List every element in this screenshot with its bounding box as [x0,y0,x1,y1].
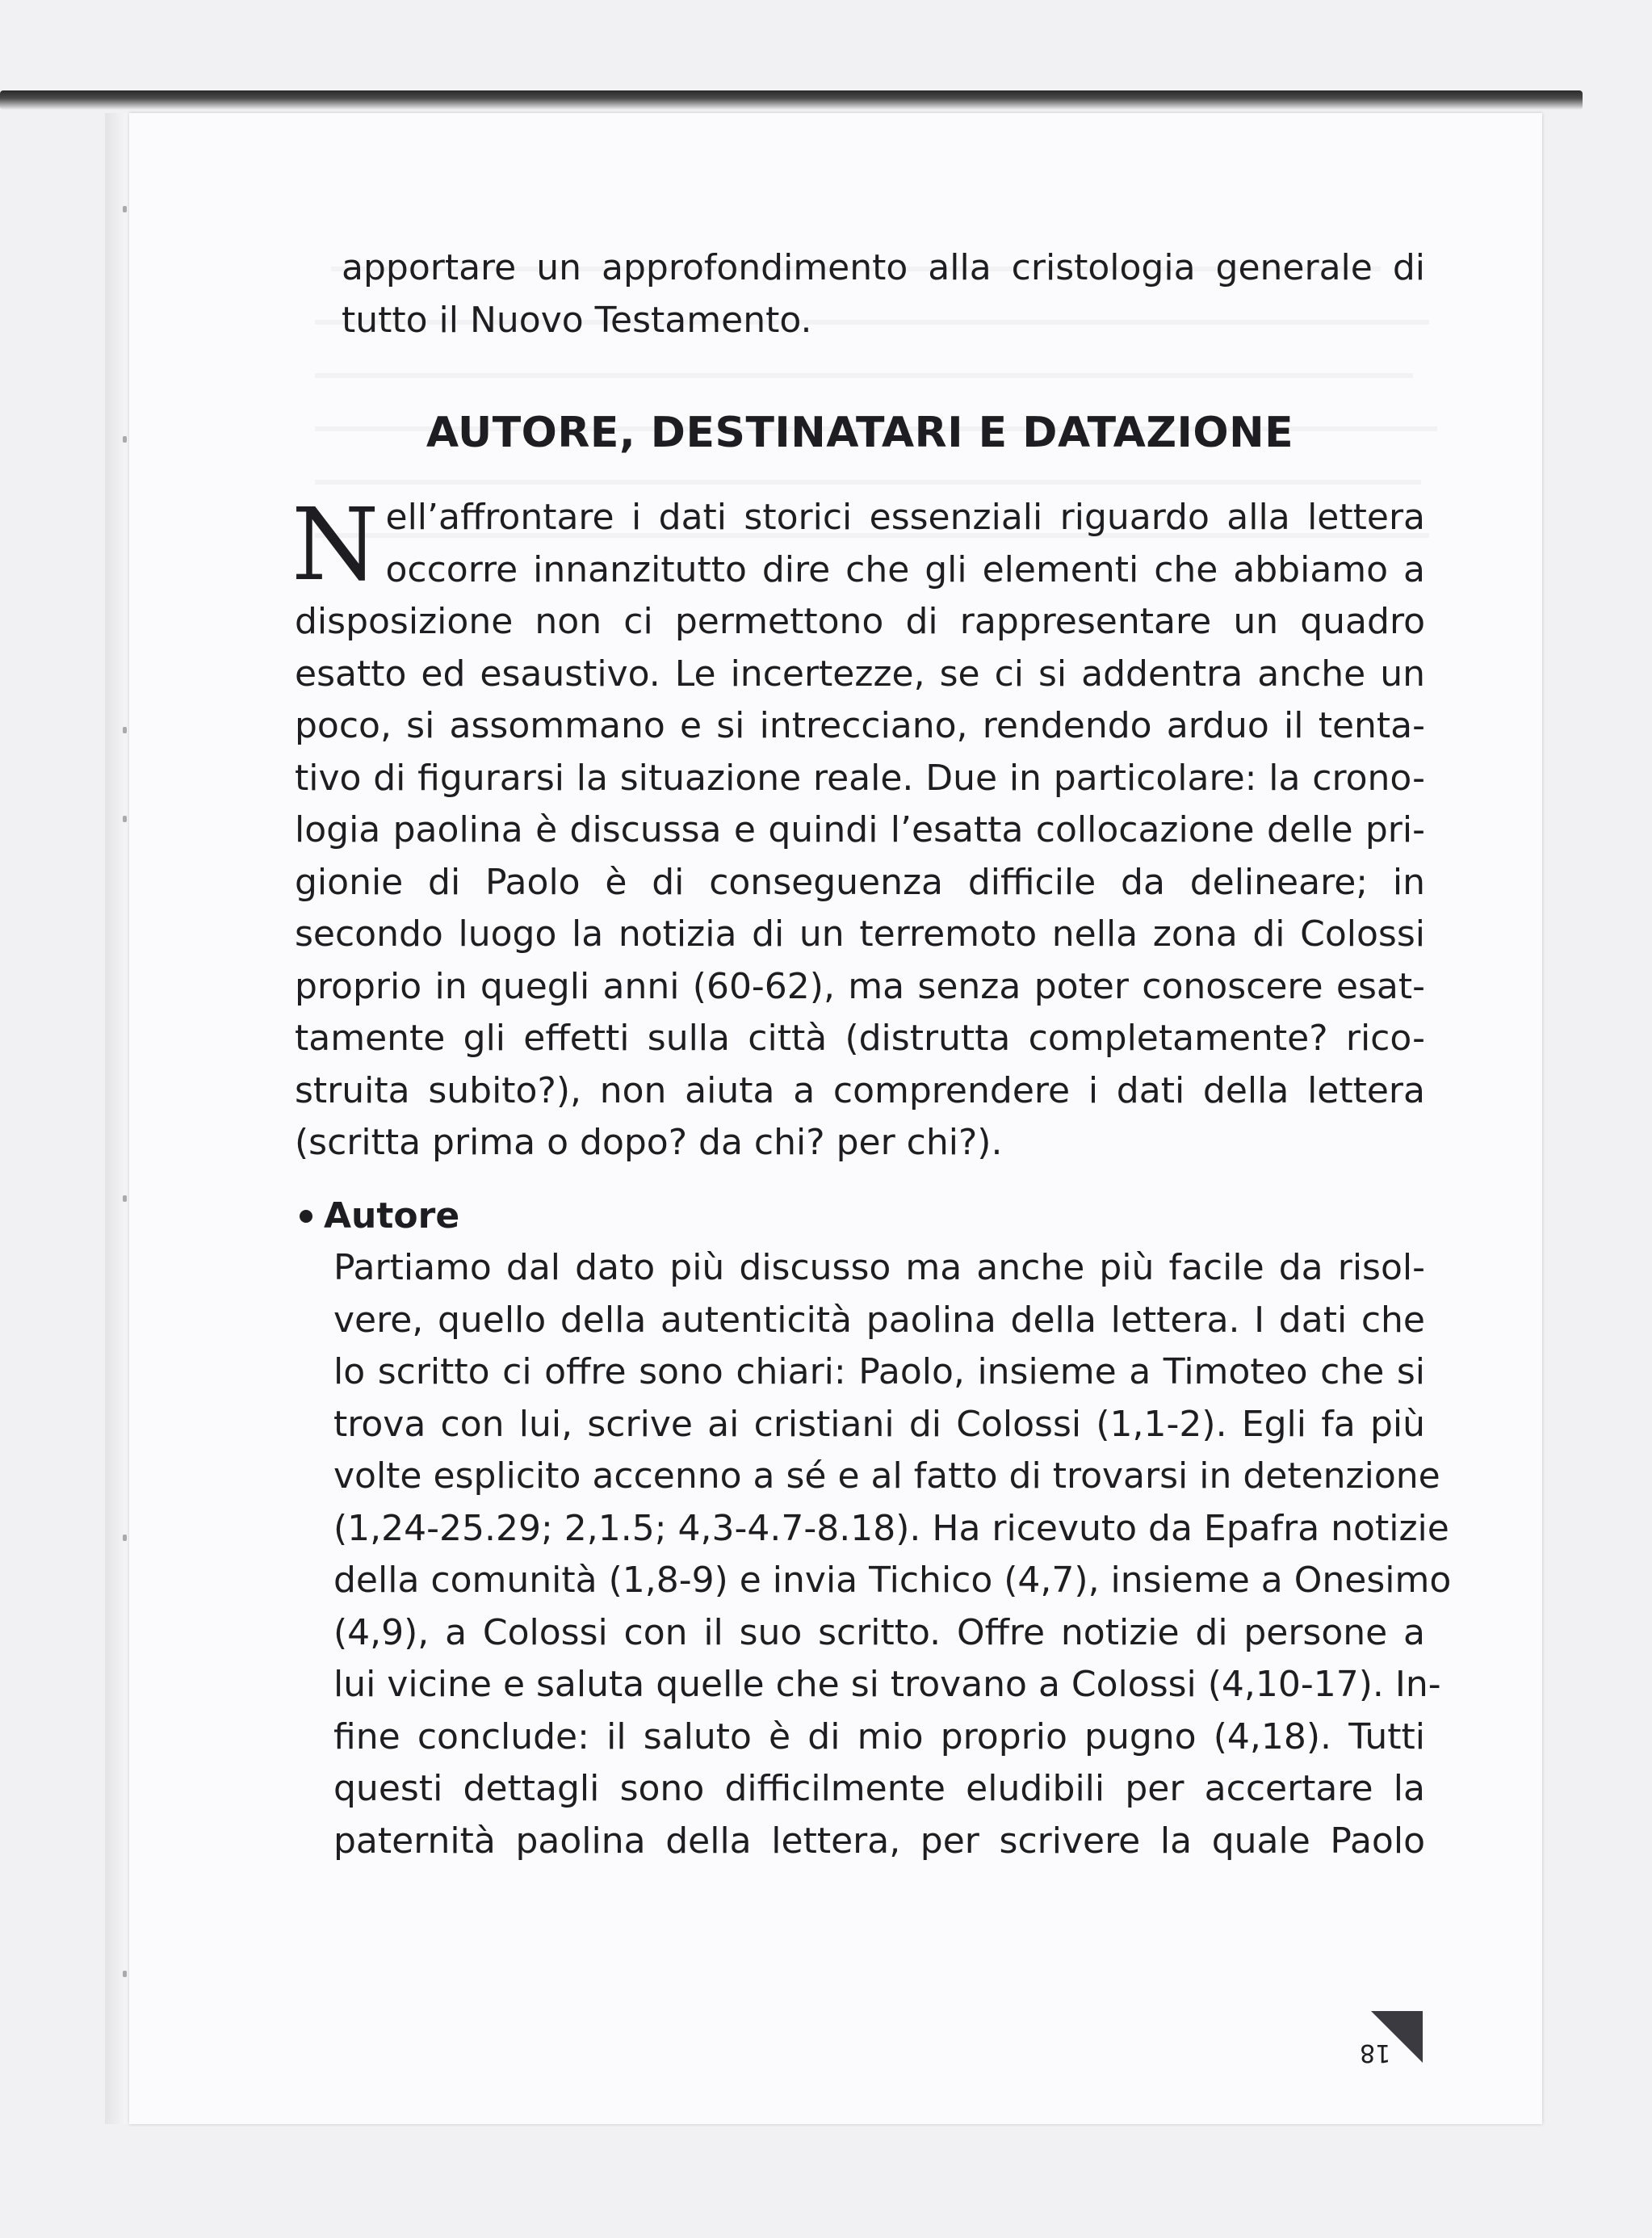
text-line: lo scritto ci offre sono chiari: Paolo, insieme a Timoteo che si [333,1351,1425,1392]
text-line: tutto il Nuovo Testamento. [342,299,812,341]
text-line: lui vicine e saluta quelle che si trovano a Colossi (4,10-17). In- [333,1664,1441,1705]
scan-shadow [0,90,1583,110]
text-line: tamente gli effetti sulla città (distrutta completamente? rico- [295,1018,1425,1059]
page-number: 18 [1360,2039,1391,2067]
section-title: AUTORE, DESTINATARI E DATAZIONE [426,409,1294,457]
text-line: questi dettagli sono difficilmente eludibili per accertare la [333,1768,1425,1809]
text-line: struita subito?), non aiuta a comprendere i dati della lettera [295,1069,1425,1111]
text-line: tivo di figurarsi la situazione reale. Due in particolare: la crono- [295,757,1425,799]
text-line: paternità paolina della lettera, per scrivere la quale Paolo [333,1820,1425,1862]
page-left-edge [105,113,129,2124]
binding-hole [123,206,127,212]
text-line: gionie di Paolo è di conseguenza difficile da delineare; in [295,861,1425,903]
drop-cap: N [291,487,379,603]
text-line: occorre innanzitutto dire che gli elementi che abbiamo a [385,548,1425,590]
text-line: vere, quello della autenticità paolina della lettera. I dati che [333,1299,1425,1341]
text-line: logia paolina è discussa e quindi l’esatta collocazione delle pri- [295,809,1425,850]
subheading-label: Autore [324,1195,460,1237]
binding-hole [123,816,127,822]
text-line: esatto ed esaustivo. Le incertezze, se ci si addentra anche un [295,653,1425,695]
text-line: (1,24-25.29; 2,1.5; 4,3-4.7-8.18). Ha ricevuto da Epafra notizie [333,1507,1449,1549]
text-line: fine conclude: il saluto è di mio proprio pugno (4,18). Tutti [333,1715,1425,1757]
text-line: volte esplicito accenno a sé e al fatto di trovarsi in detenzione [333,1455,1440,1497]
autore-paragraph [333,1242,1452,1867]
binding-hole [123,1195,127,1202]
text-line: (scritta prima o dopo? da chi? per chi?). [295,1122,1003,1163]
intro-paragraph [342,242,1425,346]
text-line: (4,9), a Colossi con il suo scritto. Offre notizie di persone a [333,1611,1425,1653]
text-line: Partiamo dal dato più discusso ma anche più facile da risol- [333,1247,1425,1288]
bullet-icon [300,1210,312,1223]
subheading-autore [295,1190,1425,1243]
binding-hole [123,1535,127,1541]
text-line: proprio in quegli anni (60-62), ma senza poter conoscere esat- [295,965,1425,1007]
text-line: ell’affrontare i dati storici essenziali riguardo alla lettera [385,497,1425,538]
text-line: apportare un approfondimento alla cristologia generale di [342,247,1425,288]
text-column [291,242,1452,1867]
text-line: della comunità (1,8-9) e invia Tichico (4,7), insieme a Onesimo [333,1560,1452,1601]
text-line: disposizione non ci permettono di rappresentare un quadro [295,601,1425,642]
binding-hole [123,727,127,733]
intro-dropcap-paragraph [291,487,1425,1169]
text-line: secondo luogo la notizia di un terremoto nella zona di Colossi [295,913,1425,955]
binding-hole [123,1971,127,1977]
text-line: poco, si assommano e si intrecciano, rendendo arduo il tenta- [295,705,1425,746]
binding-hole [123,436,127,443]
text-line: trova con lui, scrive ai cristiani di Colossi (1,1-2). Egli fa più [333,1403,1425,1445]
